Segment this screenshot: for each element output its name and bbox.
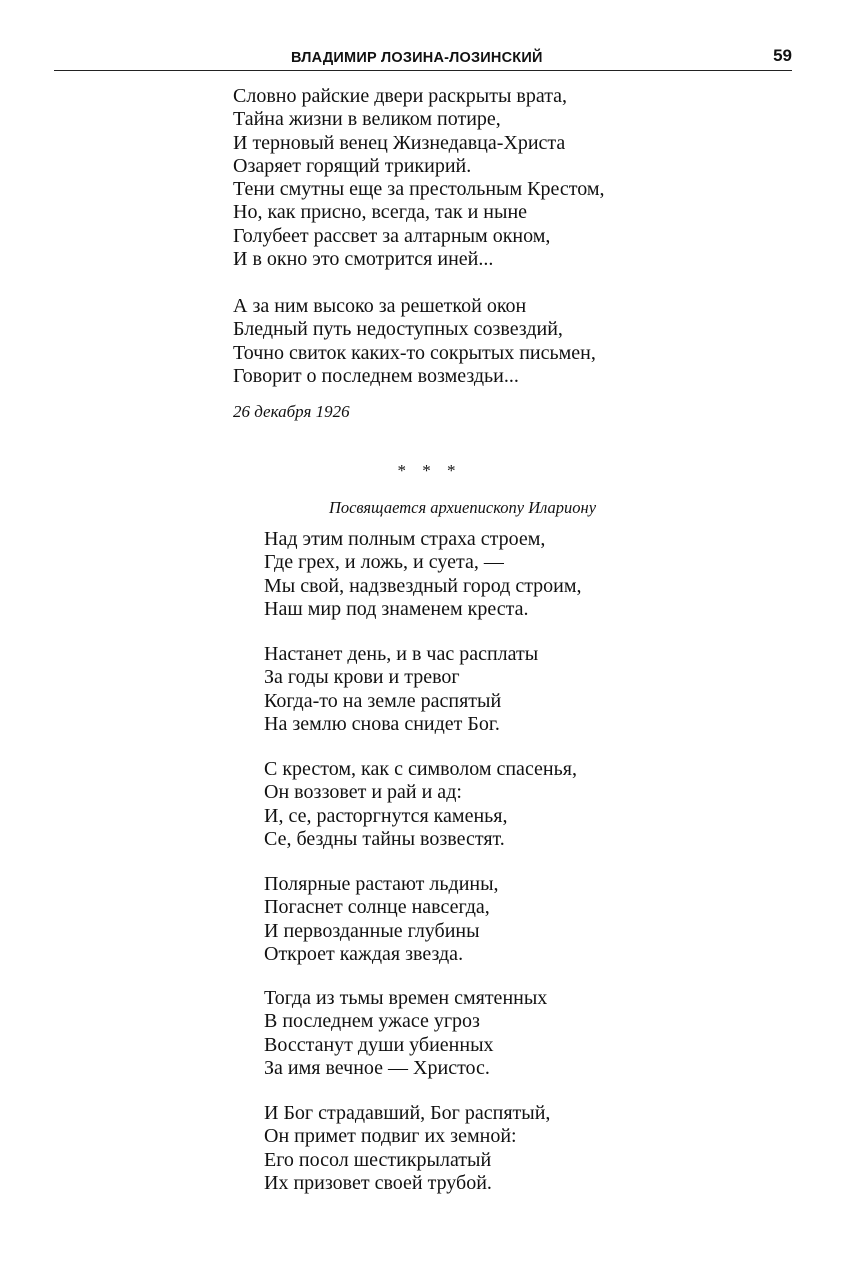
verse-line: А за ним высоко за решеткой окон: [233, 295, 527, 317]
verse-line: Восстанут души убиенных: [264, 1033, 494, 1056]
verse-line: И терновый венец Жизнедавца-Христа: [233, 131, 566, 154]
dedication: Посвящается архиепископу Илариону: [328, 498, 597, 517]
verse-line: И в окно это смотрится иней...: [233, 248, 494, 271]
verse-line: Тогда из тьмы времен смятенных: [264, 987, 548, 1009]
poem2-stanza-1: [264, 528, 582, 621]
verse-line: Озаряет горящий трикирий.: [233, 154, 472, 177]
verse-line: Се, бездны тайны возвестят.: [264, 827, 505, 850]
verse-line: Бледный путь недоступных созвездий,: [233, 318, 563, 341]
verse-line: Тени смутны еще за престольным Крестом,: [233, 178, 605, 201]
verse-line: Когда-то на земле распятый: [264, 689, 502, 712]
verse-line: Тайна жизни в великом потире,: [233, 108, 501, 131]
verse-line: Их призовет своей трубой.: [264, 1171, 492, 1194]
poem1-stanza-1: [233, 85, 605, 271]
verse-line: Настанет день, и в час расплаты: [264, 643, 539, 665]
page-number: 59: [773, 46, 792, 65]
poem-date: 26 декабря 1926: [233, 402, 350, 421]
verse-line: Погаснет солнце навсегда,: [264, 896, 490, 919]
verse-line: Его посол шестикрылатый: [264, 1148, 492, 1171]
verse-line: Где грех, и ложь, и суета, —: [264, 551, 504, 574]
verse-line: Словно райские двери раскрыты врата,: [233, 85, 568, 107]
verse-line: Точно свиток каких-то сокрытых письмен,: [233, 341, 596, 364]
section-separator: * * *: [397, 461, 462, 480]
verse-line: За годы крови и тревог: [264, 666, 460, 689]
verse-line: Мы свой, надзвездный город строим,: [264, 574, 582, 597]
poem2-stanza-4: [264, 873, 499, 966]
verse-line: И первозданные глубины: [264, 919, 480, 942]
verse-line: И Бог страдавший, Бог распятый,: [264, 1102, 551, 1124]
verse-line: Но, как присно, всегда, так и ныне: [233, 201, 528, 224]
verse-line: Полярные растают льдины,: [264, 873, 499, 895]
poem1-stanza-2: [233, 295, 596, 388]
verse-line: Голубеет рассвет за алтарным окном,: [233, 224, 551, 247]
verse-line: На землю снова снидет Бог.: [264, 712, 500, 735]
poem2-stanza-2: [264, 643, 538, 736]
verse-line: И, се, расторгнутся каменья,: [264, 804, 508, 827]
running-title: ВЛАДИМИР ЛОЗИНА-ЛОЗИНСКИЙ: [291, 50, 543, 66]
verse-line: Говорит о последнем возмездьи...: [233, 364, 519, 387]
verse-line: В последнем ужасе угроз: [264, 1010, 480, 1033]
verse-line: Наш мир под знаменем креста.: [264, 597, 529, 620]
verse-line: За имя вечное — Христос.: [264, 1056, 490, 1079]
verse-line: Он примет подвиг их земной:: [264, 1125, 517, 1148]
poem2-stanza-5: [264, 987, 547, 1080]
verse-line: С крестом, как с символом спасенья,: [264, 758, 577, 780]
poem2-stanza-3: [264, 758, 577, 851]
poem2-stanza-6: [264, 1102, 550, 1195]
verse-line: Откроет каждая звезда.: [264, 942, 464, 965]
running-head: [54, 44, 792, 71]
verse-line: Над этим полным страха строем,: [264, 528, 546, 550]
verse-line: Он воззовет и рай и ад:: [264, 781, 462, 804]
